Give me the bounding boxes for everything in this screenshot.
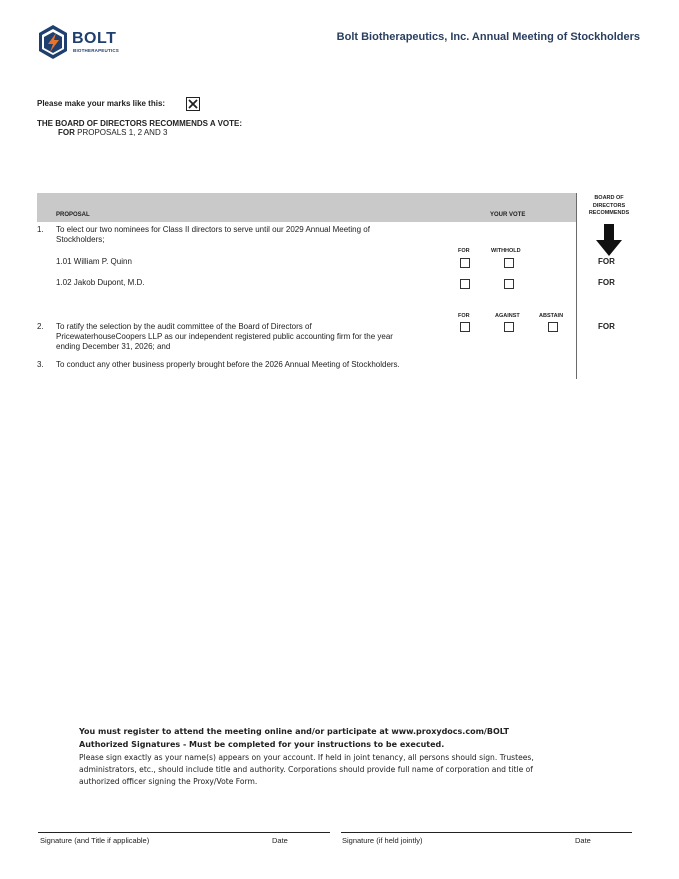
proposal-2-for-checkbox[interactable] — [460, 322, 470, 332]
nominee-1-withhold-checkbox[interactable] — [504, 258, 514, 268]
sample-mark-box — [186, 97, 200, 111]
nominee-2-withhold-checkbox[interactable] — [504, 279, 514, 289]
board-header-line: BOARD OF — [594, 195, 624, 201]
board-proposals-text: PROPOSALS 1, 2 AND 3 — [77, 128, 168, 137]
signature-1-line[interactable] — [38, 832, 330, 833]
register-instruction: You must register to attend the meeting online and/or participate at www.proxydocs.com/BOLT — [79, 727, 509, 736]
board-header-line: RECOMMENDS — [588, 210, 630, 216]
date-1-label: Date — [272, 836, 288, 845]
proposal-column-header: PROPOSAL — [56, 212, 90, 218]
logo-wordmark: BOLT — [72, 30, 117, 47]
board-recommendation — [58, 128, 167, 137]
board-heading: THE BOARD OF DIRECTORS RECOMMENDS A VOTE: — [37, 119, 243, 128]
signature-2-label: Signature (if held jointly) — [342, 836, 423, 845]
nominee-2-for-checkbox[interactable] — [460, 279, 470, 289]
p2-against-column-label: AGAINST — [495, 313, 520, 319]
proposal-3-text: To conduct any other business properly brought before the 2026 Annual Meeting of Stockholders. — [56, 360, 400, 369]
board-for-word: FOR — [58, 128, 75, 137]
nominee-2-label: 1.02 Jakob Dupont, M.D. — [56, 278, 145, 287]
x-mark-icon — [187, 98, 199, 110]
proposal-1-text-line: Stockholders; — [56, 235, 105, 244]
nominee-2-recommendation: FOR — [598, 278, 615, 287]
proposal-2-recommendation: FOR — [598, 322, 615, 331]
signature-2-line[interactable] — [341, 832, 632, 833]
proposal-1-number: 1. — [37, 225, 44, 234]
nominee-1-recommendation: FOR — [598, 257, 615, 266]
date-2-label: Date — [575, 836, 591, 845]
proposal-1-text — [56, 225, 436, 245]
board-header-line: DIRECTORS — [592, 202, 626, 209]
logo-subtitle: BIOTHERAPEUTICS — [73, 48, 120, 53]
signature-1-label: Signature (and Title if applicable) — [40, 836, 150, 845]
p1-for-column-label: FOR — [458, 248, 470, 254]
document-title: Bolt Biotherapeutics, Inc. Annual Meeting of Stockholders — [336, 31, 640, 43]
p2-for-column-label: FOR — [458, 313, 470, 319]
proposal-1-text-line: To elect our two nominees for Class II directors to serve until our 2029 Annual Meeting of — [56, 225, 370, 234]
proposal-2-text — [56, 322, 451, 352]
authorized-signatures-heading: Authorized Signatures - Must be completed for your instructions to be executed. — [79, 740, 445, 749]
signing-instruction-line: administrators, etc., should include title and authority. Corporations should provide full name of corporation and title of — [79, 765, 533, 774]
p1-withhold-column-label: WITHHOLD — [491, 248, 521, 254]
proposal-2-text-line: PricewaterhouseCoopers LLP as our independent registered public accounting firm for the year — [56, 332, 393, 341]
p2-abstain-column-label: ABSTAIN — [539, 313, 564, 319]
nominee-1-label: 1.01 William P. Quinn — [56, 257, 132, 266]
proposal-2-text-line: ending December 31, 2026; and — [56, 342, 171, 351]
column-divider — [576, 193, 577, 379]
down-arrow-icon — [596, 224, 622, 256]
your-vote-column-header: YOUR VOTE — [490, 212, 526, 218]
proposal-2-number: 2. — [37, 322, 44, 331]
marks-instruction: Please make your marks like this: — [37, 99, 166, 108]
signing-instruction-line: authorized officer signing the Proxy/Vote Form. — [79, 777, 258, 786]
proposal-3-number: 3. — [37, 360, 44, 369]
board-recommends-column-header — [580, 195, 638, 218]
proposal-2-text-line: To ratify the selection by the audit committee of the Board of Directors of — [56, 322, 312, 331]
proposal-2-abstain-checkbox[interactable] — [548, 322, 558, 332]
signing-instruction-line: Please sign exactly as your name(s) appears on your account. If held in joint tenancy, all persons should sign. Trustees, — [79, 753, 534, 762]
signing-instructions — [79, 752, 609, 788]
proposal-2-against-checkbox[interactable] — [504, 322, 514, 332]
nominee-1-for-checkbox[interactable] — [460, 258, 470, 268]
